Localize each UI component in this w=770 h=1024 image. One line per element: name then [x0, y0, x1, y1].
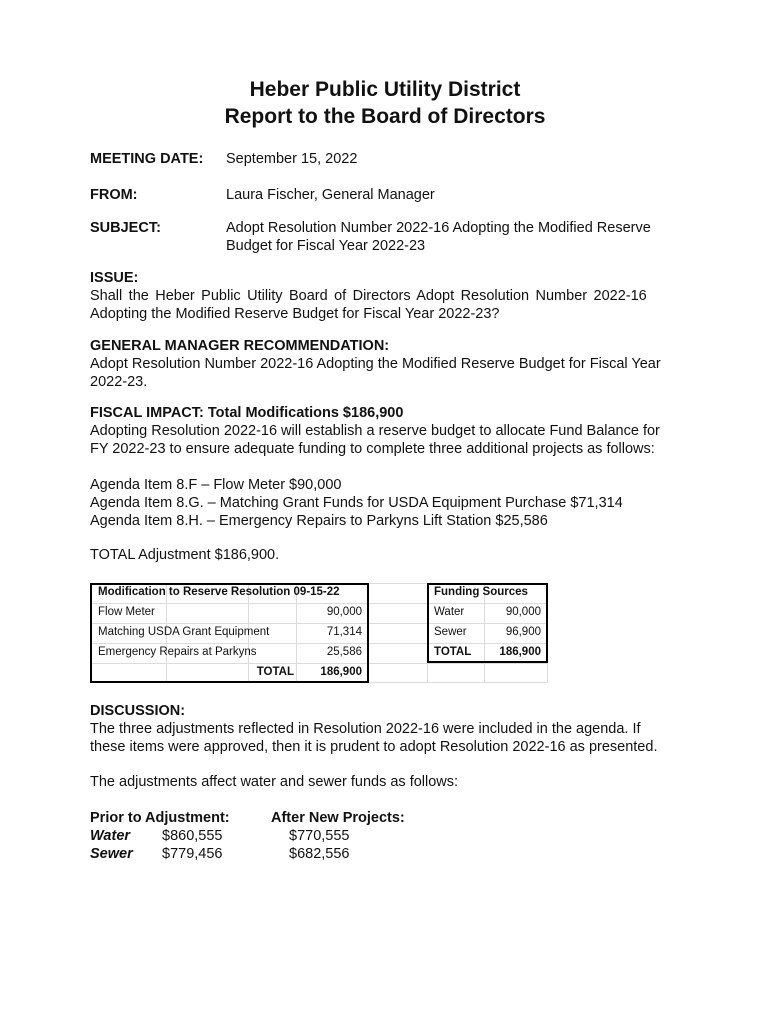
issue-heading: ISSUE: — [90, 270, 139, 286]
funding-row-label: Water — [434, 606, 465, 618]
issue-line: Adopting the Modified Reserve Budget for Fiscal Year 2022-23? — [90, 306, 500, 322]
after-value-sewer: $682,556 — [289, 846, 350, 862]
agenda-items-list — [90, 476, 680, 530]
fiscal-line: Adopting Resolution 2022-16 will establish a reserve budget to allocate Fund Balance for — [90, 423, 660, 439]
table-row-value: 71,314 — [326, 626, 362, 638]
funding-row-label: Sewer — [434, 626, 467, 638]
fund-label-sewer: Sewer — [90, 846, 133, 862]
table-row-value: 25,586 — [326, 646, 362, 658]
funding-table-title: Funding Sources — [434, 586, 528, 598]
recommendation-heading: GENERAL MANAGER RECOMMENDATION: — [90, 338, 390, 354]
subject-value — [226, 219, 686, 255]
recommendation-text — [90, 355, 680, 391]
agenda-item: Agenda Item 8.G. – Matching Grant Funds for USDA Equipment Purchase $71,314 — [90, 495, 623, 511]
table-row-label: Flow Meter — [98, 606, 155, 618]
prior-value-sewer: $779,456 — [162, 846, 223, 862]
from-label: FROM: — [90, 187, 138, 203]
discussion-text: The adjustments affect water and sewer funds as follows: — [90, 774, 459, 790]
report-title: Report to the Board of Directors — [224, 105, 546, 128]
meeting-date-value: September 15, 2022 — [226, 151, 358, 167]
budget-spreadsheet — [90, 583, 548, 683]
after-value-water: $770,555 — [289, 828, 350, 844]
fiscal-line: FY 2022-23 to ensure adequate funding to complete three additional projects as follows: — [90, 441, 655, 457]
funding-total-label: TOTAL — [434, 646, 472, 658]
district-title: Heber Public Utility District — [249, 78, 521, 101]
meeting-date-label: MEETING DATE: — [90, 151, 204, 167]
funding-row-value: 96,900 — [505, 626, 541, 638]
subject-label: SUBJECT: — [90, 220, 161, 236]
fund-label-water: Water — [90, 828, 131, 844]
total-adjustment: TOTAL Adjustment $186,900. — [90, 547, 280, 563]
agenda-item: Agenda Item 8.H. – Emergency Repairs to Parkyns Lift Station $25,586 — [90, 513, 548, 529]
fiscal-impact-heading: FISCAL IMPACT: Total Modifications $186,900 — [90, 405, 404, 421]
discussion-line: The three adjustments reflected in Resolution 2022-16 were included in the agenda. If — [90, 721, 641, 737]
subject-line: Budget for Fiscal Year 2022-23 — [226, 238, 426, 254]
from-value: Laura Fischer, General Manager — [226, 187, 435, 203]
funding-row-value: 90,000 — [505, 606, 541, 618]
issue-line: Shall the Heber Public Utility Board of Directors Adopt Resolution Number 2022-16 — [90, 288, 647, 304]
table-row-value: 90,000 — [326, 606, 362, 618]
recommendation-line: 2022-23. — [90, 374, 148, 390]
prior-heading: Prior to Adjustment: — [90, 810, 230, 826]
agenda-item: Agenda Item 8.F – Flow Meter $90,000 — [90, 477, 342, 493]
table-total-label: TOTAL — [256, 666, 294, 678]
table-row-label: Emergency Repairs at Parkyns — [98, 646, 257, 658]
after-heading: After New Projects: — [271, 810, 405, 826]
recommendation-line: Adopt Resolution Number 2022-16 Adopting the Modified Reserve Budget for Fiscal Year — [90, 356, 661, 372]
table-total-value: 186,900 — [320, 666, 362, 678]
subject-line: Adopt Resolution Number 2022-16 Adopting the Modified Reserve — [226, 220, 651, 236]
prior-value-water: $860,555 — [162, 828, 223, 844]
table-row-label: Matching USDA Grant Equipment — [98, 626, 270, 638]
discussion-text — [90, 720, 680, 756]
fiscal-impact-text — [90, 422, 680, 458]
discussion-line: these items were approved, then it is prudent to adopt Resolution 2022-16 as presented. — [90, 739, 658, 755]
discussion-heading: DISCUSSION: — [90, 703, 186, 719]
issue-text — [90, 287, 680, 323]
funding-total-value: 186,900 — [499, 646, 541, 658]
modification-table-title: Modification to Reserve Resolution 09-15-22 — [98, 586, 340, 598]
